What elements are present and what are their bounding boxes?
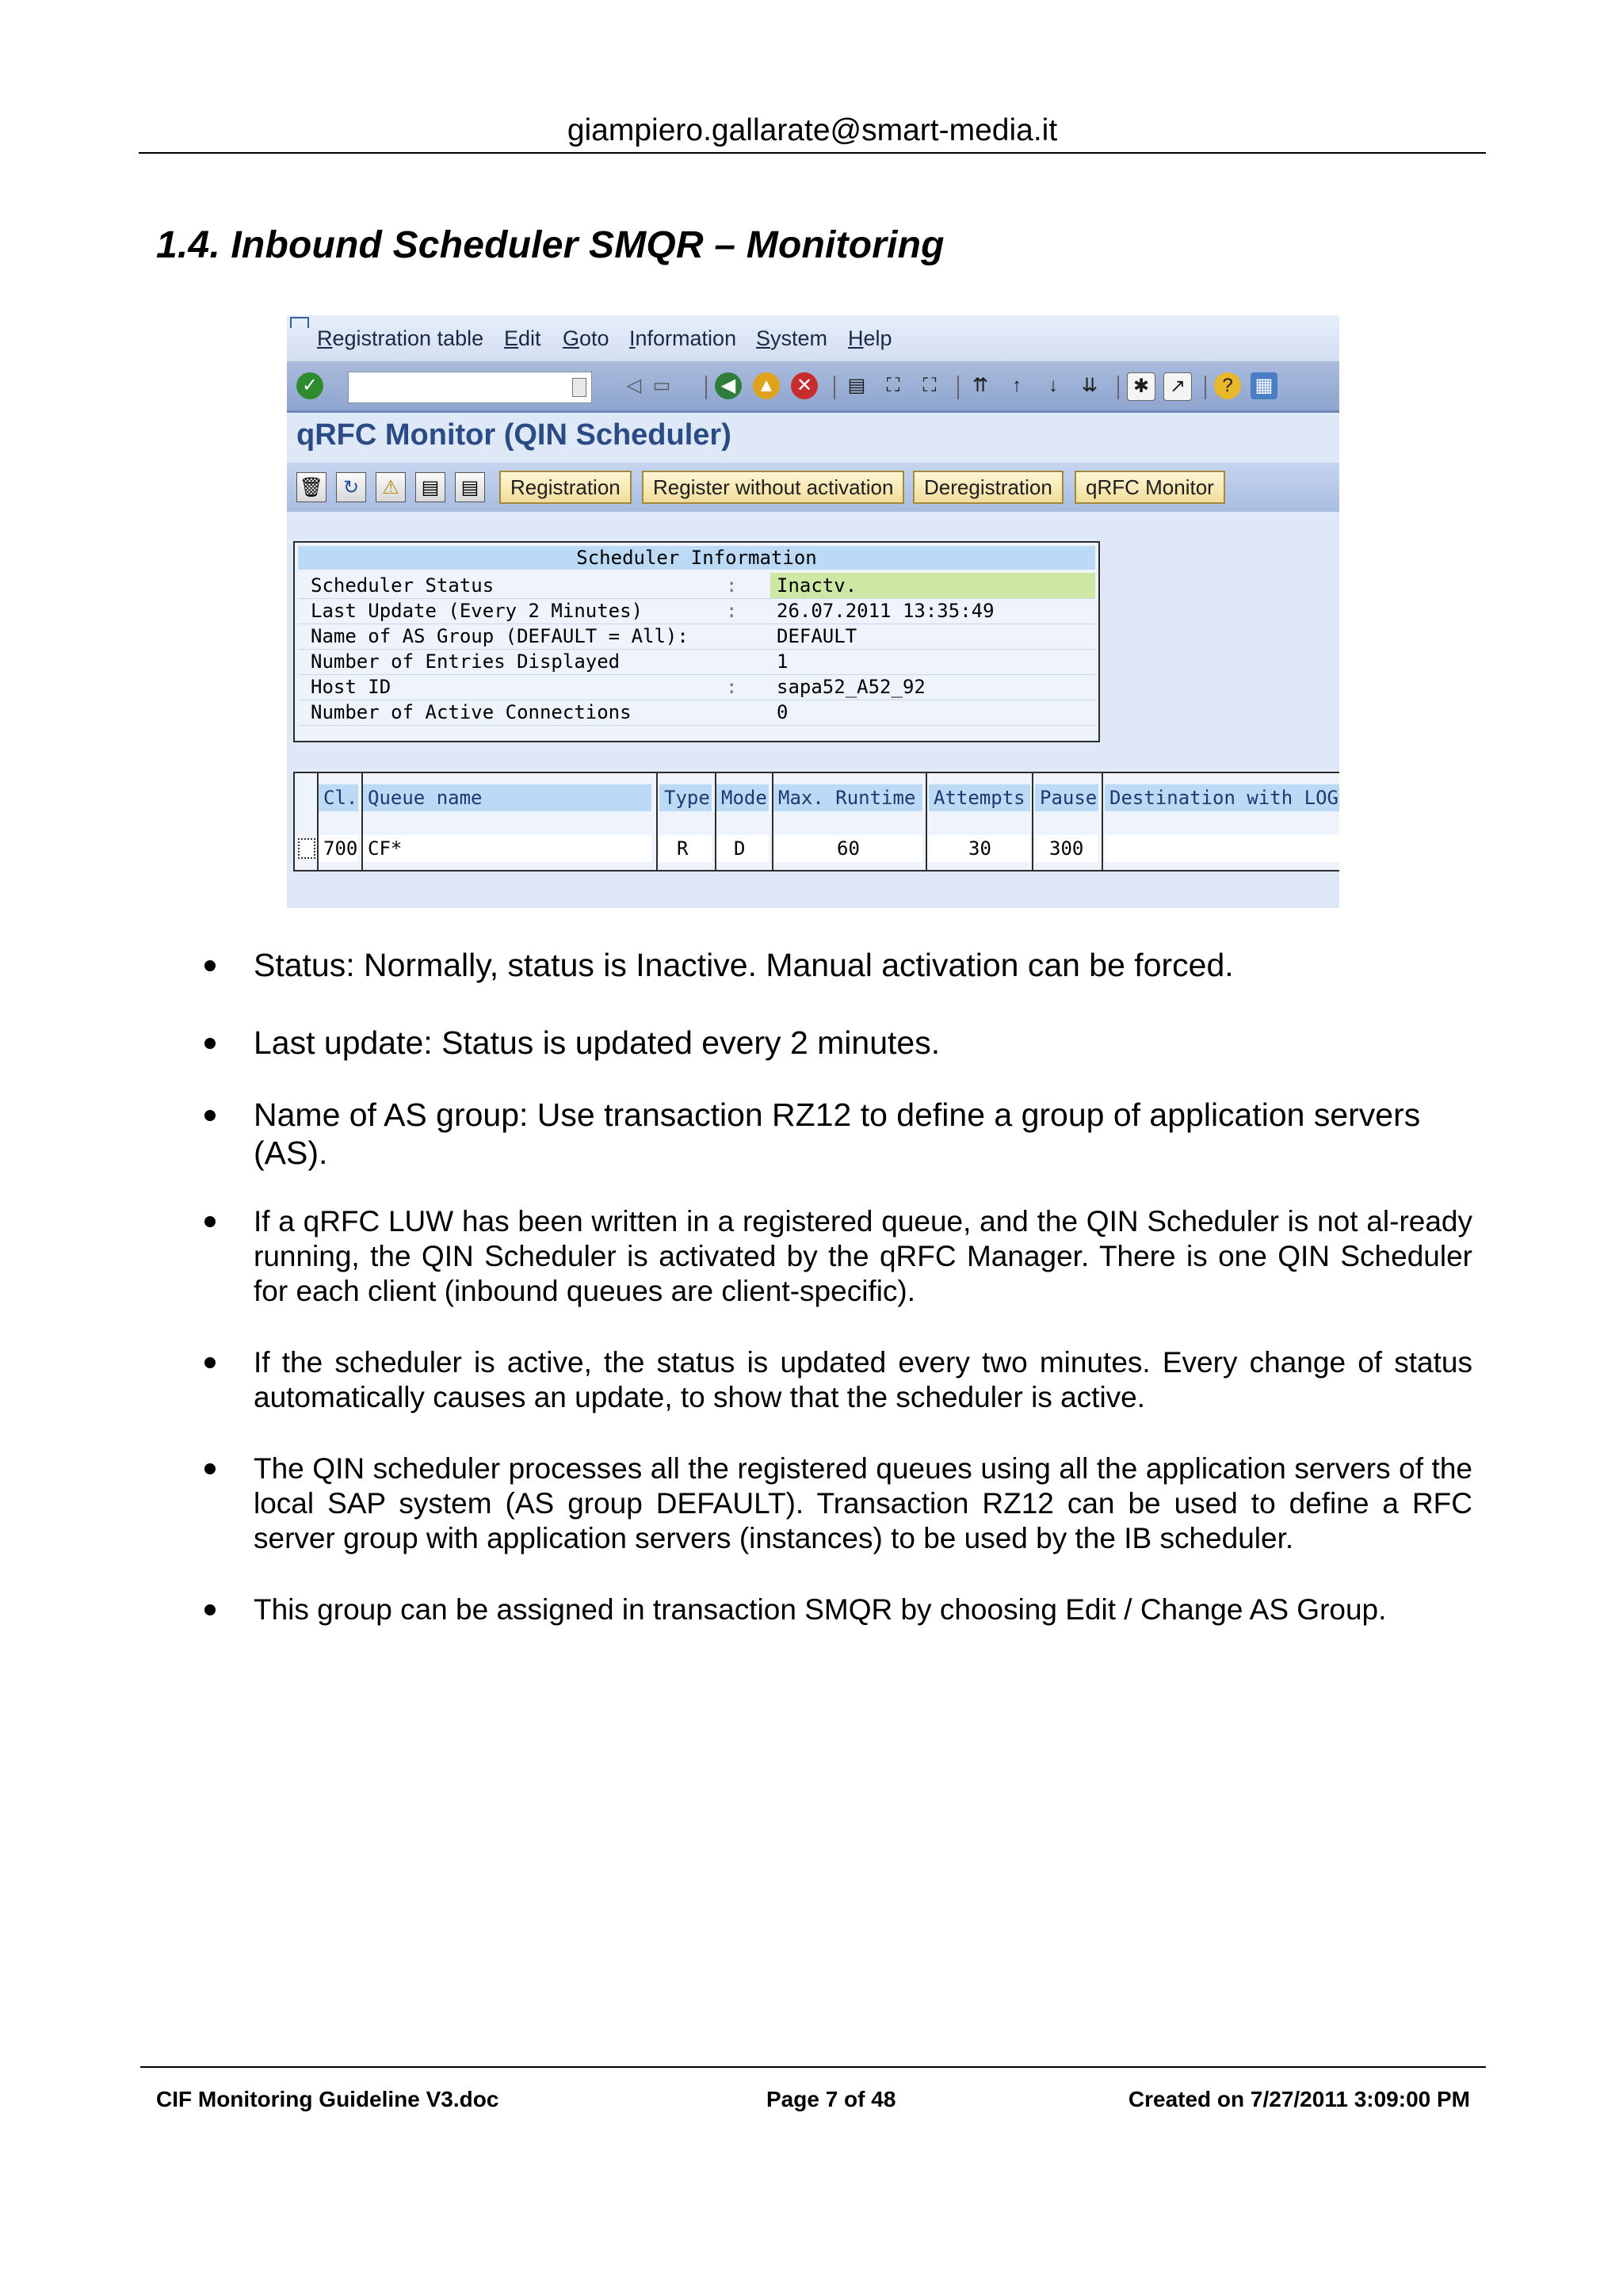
last-update-value: 26.07.2011 13:35:49 (777, 600, 995, 622)
table-row[interactable] (295, 835, 1339, 862)
info-label: Number of Entries Displayed (311, 650, 621, 673)
shortcut-icon[interactable]: ↗ (1163, 372, 1192, 401)
bullet-text: If a qRFC LUW has been written in a registered queue, and the QIN Scheduler is not al-ready running, the QIN Scheduler is activated by the qRFC Manager. There is one QIN Scheduler for each client (inbound queues are client-specific). (254, 1205, 1472, 1307)
toolbar-separator (705, 376, 707, 399)
bullet-text: Last update: Status is updated every 2 minutes. (254, 1024, 941, 1061)
column-divider (715, 773, 716, 870)
entries-displayed-value: 1 (777, 650, 789, 673)
bullet-icon (204, 1463, 216, 1474)
bullet-icon (204, 960, 216, 971)
cell-max-runtime: 60 (773, 835, 922, 862)
cell-type: R (659, 835, 712, 862)
cell-attempts: 30 (929, 835, 1030, 862)
layout-icon[interactable]: ▦ (1251, 372, 1277, 399)
column-divider (1102, 773, 1103, 870)
qrfc-monitor-button[interactable]: qRFC Monitor (1075, 471, 1225, 504)
column-pause[interactable]: Pause (1035, 784, 1098, 811)
window-icon[interactable] (290, 317, 309, 328)
column-attempts[interactable]: Attempts (929, 784, 1030, 811)
info-label: Last Update (Every 2 Minutes) (311, 600, 643, 622)
info-colon: : (726, 600, 738, 622)
toolbar-separator (834, 376, 835, 399)
scheduler-information-heading: Scheduler Information (298, 546, 1095, 570)
info-label: Name of AS Group (DEFAULT = All): (311, 625, 689, 647)
info-row-last-update (298, 598, 1095, 624)
toolbar-separator (1117, 376, 1119, 399)
info-label: Scheduler Status (311, 574, 495, 597)
sap-screenshot (287, 315, 1339, 908)
info-label: Number of Active Connections (311, 701, 632, 723)
create-session-icon[interactable]: ✱ (1127, 372, 1155, 401)
column-divider (317, 773, 319, 870)
column-queue-name[interactable]: Queue name (363, 784, 651, 811)
menu-registration-table[interactable]: Registration table (317, 326, 484, 350)
sap-standard-toolbar (287, 361, 1339, 413)
command-history-icon[interactable] (572, 378, 586, 397)
register-without-activation-button[interactable]: Register without activation (642, 471, 904, 504)
menu-goto[interactable]: Goto (563, 326, 609, 350)
cell-destination (1105, 835, 1339, 862)
bullet-text: The QIN scheduler processes all the registered queues using all the application servers of the local SAP system (AS group DEFAULT). Transaction RZ12 can be used to define a RFC server group with application servers (instances) to be used by the IB scheduler. (254, 1452, 1472, 1554)
queue-table-header (295, 784, 1339, 811)
screen-title: qRFC Monitor (QIN Scheduler) (296, 418, 731, 452)
cancel-icon[interactable]: ✕ (791, 372, 818, 399)
footer-document-name: CIF Monitoring Guideline V3.doc (156, 2087, 499, 2111)
cell-queue-name: CF* (363, 835, 651, 862)
bullet-icon (204, 1110, 216, 1121)
info-row-scheduler-status (298, 573, 1095, 599)
command-field[interactable] (348, 372, 592, 403)
sap-menubar (287, 315, 1339, 361)
check-icon[interactable]: ✓ (296, 372, 323, 399)
bullet-icon (204, 1357, 216, 1368)
collapse-icon[interactable]: ◁ (626, 375, 642, 396)
help-icon[interactable]: ? (1214, 372, 1241, 399)
find-icon[interactable]: ⛶ (886, 375, 900, 396)
last-page-icon[interactable]: ⇊ (1081, 375, 1098, 396)
host-id-value: sapa52_A52_92 (777, 676, 926, 698)
menu-system[interactable]: System (756, 326, 828, 350)
info-colon: : (726, 574, 738, 597)
column-divider (926, 773, 927, 870)
section-title: 1.4. Inbound Scheduler SMQR – Monitoring (156, 224, 945, 266)
menu-help[interactable]: Help (848, 326, 892, 350)
info-colon: : (726, 676, 738, 698)
first-page-icon[interactable]: ⇈ (972, 375, 989, 396)
details-icon[interactable]: ▤ (415, 472, 445, 502)
column-divider (772, 773, 773, 870)
menu-edit[interactable]: Edit (504, 326, 541, 350)
menu-information[interactable]: Information (629, 326, 737, 350)
deregistration-button[interactable]: Deregistration (913, 471, 1064, 504)
column-divider (656, 773, 658, 870)
back-icon[interactable]: ◀ (715, 372, 742, 399)
print-icon[interactable]: ▤ (847, 375, 866, 396)
cell-client: 700 (319, 835, 358, 862)
info-row-as-group (298, 624, 1095, 650)
find-next-icon[interactable]: ⛶ (922, 375, 937, 396)
column-destination[interactable]: Destination with LOG (1105, 784, 1339, 811)
delete-icon[interactable]: 🗑 (296, 472, 327, 502)
bullet-text: If the scheduler is active, the status is updated every two minutes. Every change of status automatically causes an update, to show that the scheduler is active. (254, 1346, 1472, 1413)
refresh-icon[interactable]: ↻ (336, 472, 366, 502)
info-label: Host ID (311, 676, 391, 698)
application-toolbar (287, 463, 1339, 512)
page-footer (140, 2066, 1486, 2111)
bullet-text: Name of AS group: Use transaction RZ12 to define a group of application servers (AS). (254, 1097, 1421, 1171)
toolbar-separator (1205, 376, 1206, 399)
column-client[interactable]: Cl. (319, 784, 358, 811)
save-icon[interactable]: ▭ (652, 375, 671, 396)
column-divider (361, 773, 363, 870)
cell-pause: 300 (1035, 835, 1098, 862)
cell-mode: D (716, 835, 769, 862)
page-header (139, 109, 1486, 154)
scheduler-status-value: Inactv. (770, 573, 1095, 598)
info-row-active-connections (298, 700, 1095, 726)
bullet-icon (204, 1216, 216, 1227)
scheduler-information-panel (293, 541, 1100, 742)
info-row-host-id (298, 674, 1095, 700)
header-email: giampiero.gallarate@smart-media.it (567, 113, 1058, 147)
toolbar-separator (957, 376, 959, 399)
footer-page-number: Page 7 of 48 (766, 2087, 896, 2111)
activate-icon[interactable]: ⚠ (376, 472, 406, 502)
bullet-icon (204, 1604, 216, 1615)
bullet-icon (204, 1038, 216, 1049)
active-connections-value: 0 (777, 701, 789, 723)
column-mode[interactable]: Mode (716, 784, 769, 811)
footer-created-date: Created on 7/27/2011 3:09:00 PM (1128, 2087, 1470, 2111)
registration-button[interactable]: Registration (499, 471, 632, 504)
column-type[interactable]: Type (659, 784, 712, 811)
column-max-runtime[interactable]: Max. Runtime (773, 784, 922, 811)
exit-icon[interactable]: ▲ (753, 372, 780, 399)
info-row-entries-displayed (298, 649, 1095, 675)
as-group-value: DEFAULT (777, 625, 857, 647)
queue-table (293, 772, 1339, 871)
prev-page-icon[interactable]: ↑ (1012, 375, 1022, 396)
bullet-text: This group can be assigned in transaction SMQR by choosing Edit / Change AS Group. (254, 1593, 1387, 1626)
bullet-text: Status: Normally, status is Inactive. Manual activation can be forced. (254, 947, 1234, 983)
display-icon[interactable]: ▤ (455, 472, 485, 502)
column-divider (1032, 773, 1033, 870)
next-page-icon[interactable]: ↓ (1048, 375, 1058, 396)
